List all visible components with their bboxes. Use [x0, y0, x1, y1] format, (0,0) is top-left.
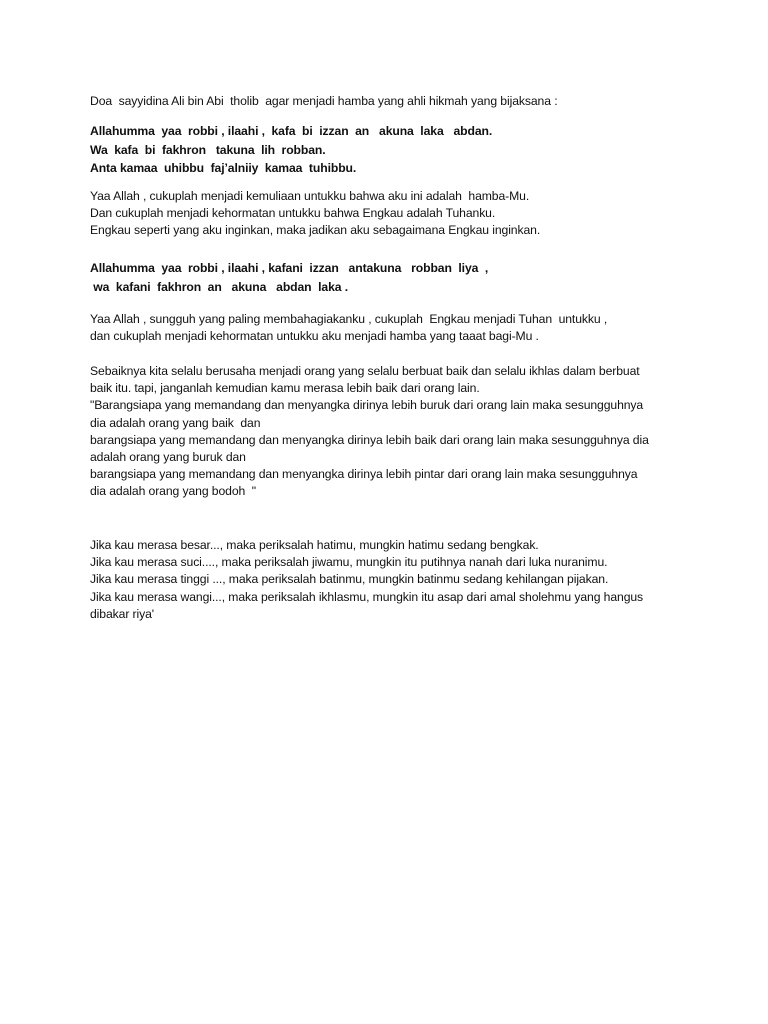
advice-line: "Barangsiapa yang memandang dan menyangka dirinya lebih buruk dari orang lain maka sesungguhnya: [90, 398, 644, 413]
advice-paragraph: [90, 363, 690, 501]
advice-line: Sebaiknya kita selalu berusaha menjadi orang yang selalu berbuat baik dan selalu ikhlas dalam berbuat: [90, 364, 640, 378]
reflection-line: Jika kau merasa suci...., maka periksalah jiwamu, mungkin itu putihnya nanah dari luka nuranimu.: [90, 555, 608, 570]
doa1-line: Wa kafa bi fakhron takuna lih robban.: [90, 142, 326, 157]
doa-translation-1: [90, 188, 690, 240]
translation1-line: Dan cukuplah menjadi kehormatan untukku bahwa Engkau adalah Tuhanku.: [90, 206, 496, 221]
advice-line: barangsiapa yang memandang dan menyangka dirinya lebih pintar dari orang lain maka sesungguhnya: [90, 467, 638, 482]
doa-translation-2: [90, 311, 690, 345]
advice-line: dia adalah orang yang bodoh ": [90, 484, 256, 499]
reflection-line: Jika kau merasa besar..., maka periksalah hatimu, mungkin hatimu sedang bengkak.: [90, 538, 539, 552]
doa-arabic-transliteration-2: [90, 259, 690, 296]
advice-line: adalah orang yang buruk dan: [90, 449, 246, 464]
doa2-line: wa kafani fakhron an akuna abdan laka .: [90, 279, 348, 294]
reflection-paragraph: [90, 537, 690, 623]
translation1-line: Yaa Allah , cukuplah menjadi kemuliaan untukku bahwa aku ini adalah hamba-Mu.: [90, 189, 530, 203]
advice-line: baik itu. tapi, janganlah kemudian kamu merasa lebih baik dari orang lain.: [90, 381, 480, 396]
translation1-line: Engkau seperti yang aku inginkan, maka jadikan aku sebagaimana Engkau inginkan.: [90, 223, 541, 238]
advice-line: barangsiapa yang memandang dan menyangka dirinya lebih baik dari orang lain maka sesungguhnya dia: [90, 432, 649, 447]
reflection-line: Jika kau merasa wangi..., maka periksalah ikhlasmu, mungkin itu asap dari amal sholehmu yang hangus: [90, 589, 644, 604]
doa-arabic-transliteration-1: [90, 122, 690, 178]
doa1-line: Allahumma yaa robbi , ilaahi , kafa bi izzan an akuna laka abdan.: [90, 124, 493, 138]
advice-line: dia adalah orang yang baik dan: [90, 415, 261, 430]
translation2-line: Yaa Allah , sungguh yang paling membahagiakanku , cukuplah Engkau menjadi Tuhan untukku ,: [90, 312, 608, 326]
reflection-line: dibakar riya': [90, 606, 155, 621]
document-title: [90, 93, 690, 110]
title-line: Doa sayyidina Ali bin Abi tholib agar menjadi hamba yang ahli hikmah yang bijaksana :: [90, 94, 558, 108]
reflection-line: Jika kau merasa tinggi ..., maka periksalah batinmu, mungkin batinmu sedang kehilangan pijakan.: [90, 572, 609, 587]
doa2-line: Allahumma yaa robbi , ilaahi , kafani izzan antakuna robban liya ,: [90, 261, 489, 275]
doa1-line: Anta kamaa uhibbu faj’alniiy kamaa tuhibbu.: [90, 161, 357, 176]
translation2-line: dan cukuplah menjadi kehormatan untukku aku menjadi hamba yang taaat bagi-Mu .: [90, 329, 539, 344]
